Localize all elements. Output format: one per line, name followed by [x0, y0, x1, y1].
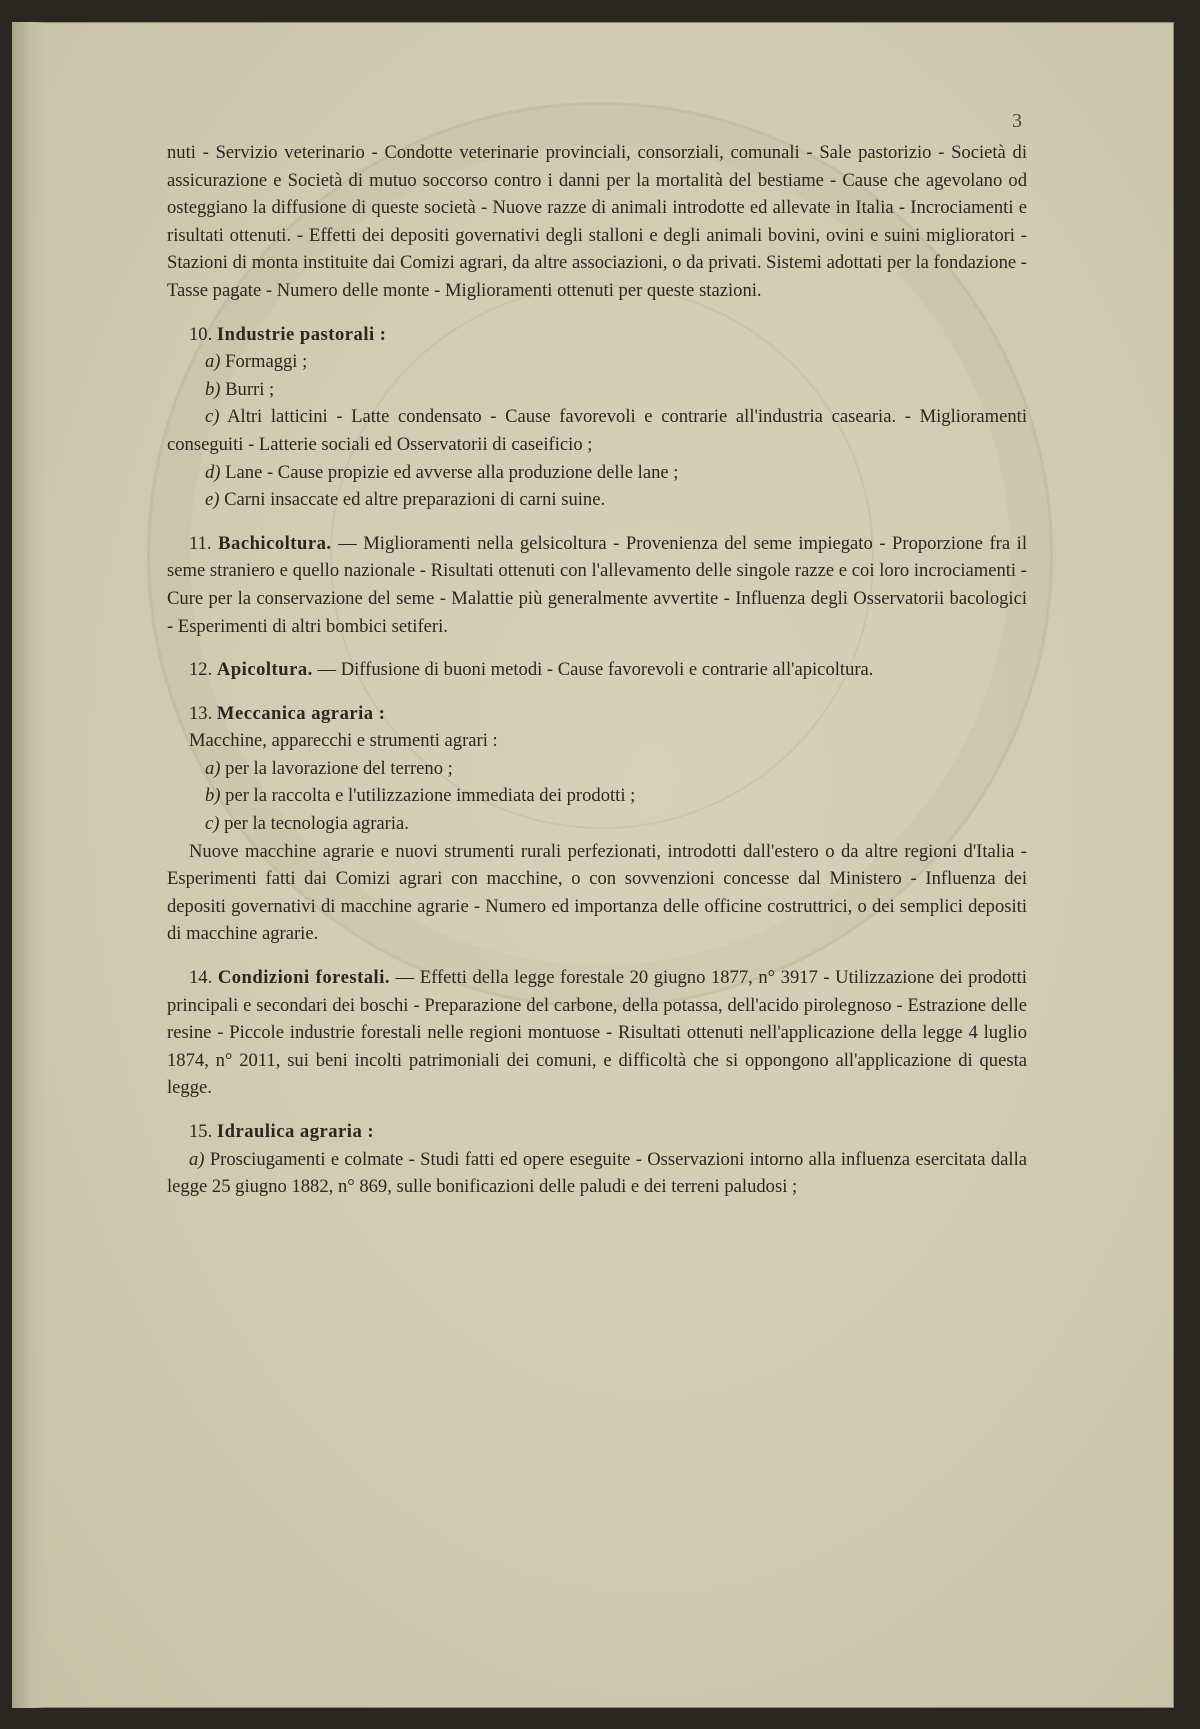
- section-12-text: — Diffusione di buoni metodi - Cause favorevoli e contrarie all'apicoltura.: [317, 659, 874, 681]
- section-11-text: — Miglioramenti nella gelsicoltura - Provenienza del seme impiegato - Proporzione fra il seme straniero e quello nazionale - Risultati ottenuti con l'allevamento delle singole razze e coi loro incrociamenti - Cure per la conservazione del seme - Malattie più generalmente avvertite - Influenza degli Osservatorii bacologici - Esperimenti di altri bombici setiferi.: [167, 532, 1027, 637]
- section-12-paragraph: [167, 656, 1027, 684]
- section-13-title: Meccanica agraria :: [216, 702, 386, 724]
- section-10-heading: [167, 321, 1027, 349]
- section-13-list: [167, 755, 1027, 838]
- section-10-item-b: [167, 376, 1027, 404]
- section-13-item-b: [167, 782, 1027, 810]
- section-12-title: Apicoltura.: [216, 659, 313, 681]
- section-15-title: Idraulica agraria :: [216, 1121, 375, 1142]
- section-12-number: 12.: [189, 659, 213, 681]
- section-13-heading: [167, 700, 1027, 728]
- section-11-title: Bachicoltura.: [218, 532, 332, 554]
- item-text: per la tecnologia agraria.: [224, 813, 409, 835]
- item-text: per la lavorazione del terreno ;: [225, 757, 453, 779]
- section-13-number: 13.: [189, 702, 213, 724]
- section-13-lead: Macchine, apparecchi e strumenti agrari :: [189, 730, 498, 752]
- section-11-number: 11.: [189, 532, 212, 554]
- section-11-paragraph: [167, 530, 1027, 640]
- section-10-item-a: [167, 348, 1027, 376]
- item-letter: a): [189, 1148, 205, 1170]
- section-15-item-a: [167, 1146, 1027, 1201]
- page-binding-edge: [12, 22, 46, 1708]
- page-number: 3: [1012, 110, 1022, 132]
- item-letter: a): [205, 351, 221, 373]
- item-letter: a): [205, 757, 221, 779]
- item-letter: b): [205, 785, 221, 807]
- section-13-item-c: [167, 810, 1027, 838]
- section-15-heading: [167, 1118, 1027, 1146]
- item-letter: d): [205, 461, 221, 483]
- page-body: [167, 139, 1027, 1201]
- item-letter: e): [205, 489, 220, 511]
- section-14-text: — Effetti della legge forestale 20 giugno 1877, n° 3917 - Utilizzazione dei prodotti principali e secondari dei boschi - Preparazione del carbone, della potassa, dell'acido pirolegnoso - Estrazione delle resine - Piccole industrie forestali nelle regioni montuose - Risultati ottenuti nell'applicazione della legge 4 luglio 1874, n° 2011, sui beni incolti patrimoniali dei comuni, e difficoltà che si oppongono all'applicazione di questa legge.: [167, 967, 1027, 1099]
- item-text: Burri ;: [225, 378, 275, 400]
- section-15-number: 15.: [189, 1121, 213, 1142]
- item-letter: c): [205, 406, 220, 428]
- section-10-number: 10.: [189, 323, 213, 345]
- section-10-item-e: [167, 486, 1027, 514]
- section-13-text: Nuove macchine agrarie e nuovi strumenti rurali perfezionati, introdotti dall'estero o da altre regioni d'Italia - Esperimenti fatti dai Comizi agrari con macchine, o con sovvenzioni concesse dal Ministero - Influenza dei depositi governativi di macchine agrarie - Numero ed importanza delle officine costruttrici, o dei semplici depositi di macchine agrarie.: [167, 840, 1027, 945]
- item-text: per la raccolta e l'utilizzazione immediata dei prodotti ;: [225, 785, 636, 807]
- section-10-item-d: [167, 459, 1027, 487]
- section-13-item-a: [167, 755, 1027, 783]
- item-letter: c): [205, 813, 220, 835]
- intro-paragraph: nuti - Servizio veterinario - Condotte veterinarie provinciali, consorziali, comunali - Sale pastorizio - Società di assicurazione e Società di mutuo soccorso contro i danni per la mortalità del bestiame - Cause che agevolano od osteggiano la diffusione di queste società - Nuove razze di animali introdotte ed allevate in Italia - Incrociamenti e risultati ottenuti. - Effetti dei depositi governativi degli stalloni e degli animali bovini, ovini e suini miglioratori - Stazioni di monta instituite dai Comizi agrari, da altre associazioni, o da privati. Sistemi adottati per la fondazione - Tasse pagate - Numero delle monte - Miglioramenti ottenuti per queste stazioni.: [167, 142, 1027, 301]
- scanned-page: [12, 22, 1174, 1708]
- section-14-title: Condizioni forestali.: [217, 967, 391, 989]
- item-text: Formaggi ;: [225, 351, 308, 373]
- item-letter: b): [205, 378, 221, 400]
- section-10-title: Industrie pastorali :: [216, 323, 387, 345]
- item-text: Altri latticini - Latte condensato - Cause favorevoli e contrarie all'industria casearia. - Miglioramenti conseguiti - Latterie sociali ed Osservatorii di caseificio ;: [167, 406, 1028, 455]
- section-14-paragraph: [167, 964, 1027, 1102]
- item-text: Prosciugamenti e colmate - Studi fatti ed opere eseguite - Osservazioni intorno alla influenza esercitata dalla legge 25 giugno 1882, n° 869, sulle bonificazioni delle paludi e dei terreni paludosi ;: [167, 1148, 1027, 1198]
- section-10-list: [167, 348, 1027, 514]
- section-10-item-c: [167, 403, 1027, 458]
- item-text: Lane - Cause propizie ed avverse alla produzione delle lane ;: [225, 461, 679, 483]
- section-14-number: 14.: [189, 967, 213, 989]
- item-text: Carni insaccate ed altre preparazioni di carni suine.: [224, 489, 606, 511]
